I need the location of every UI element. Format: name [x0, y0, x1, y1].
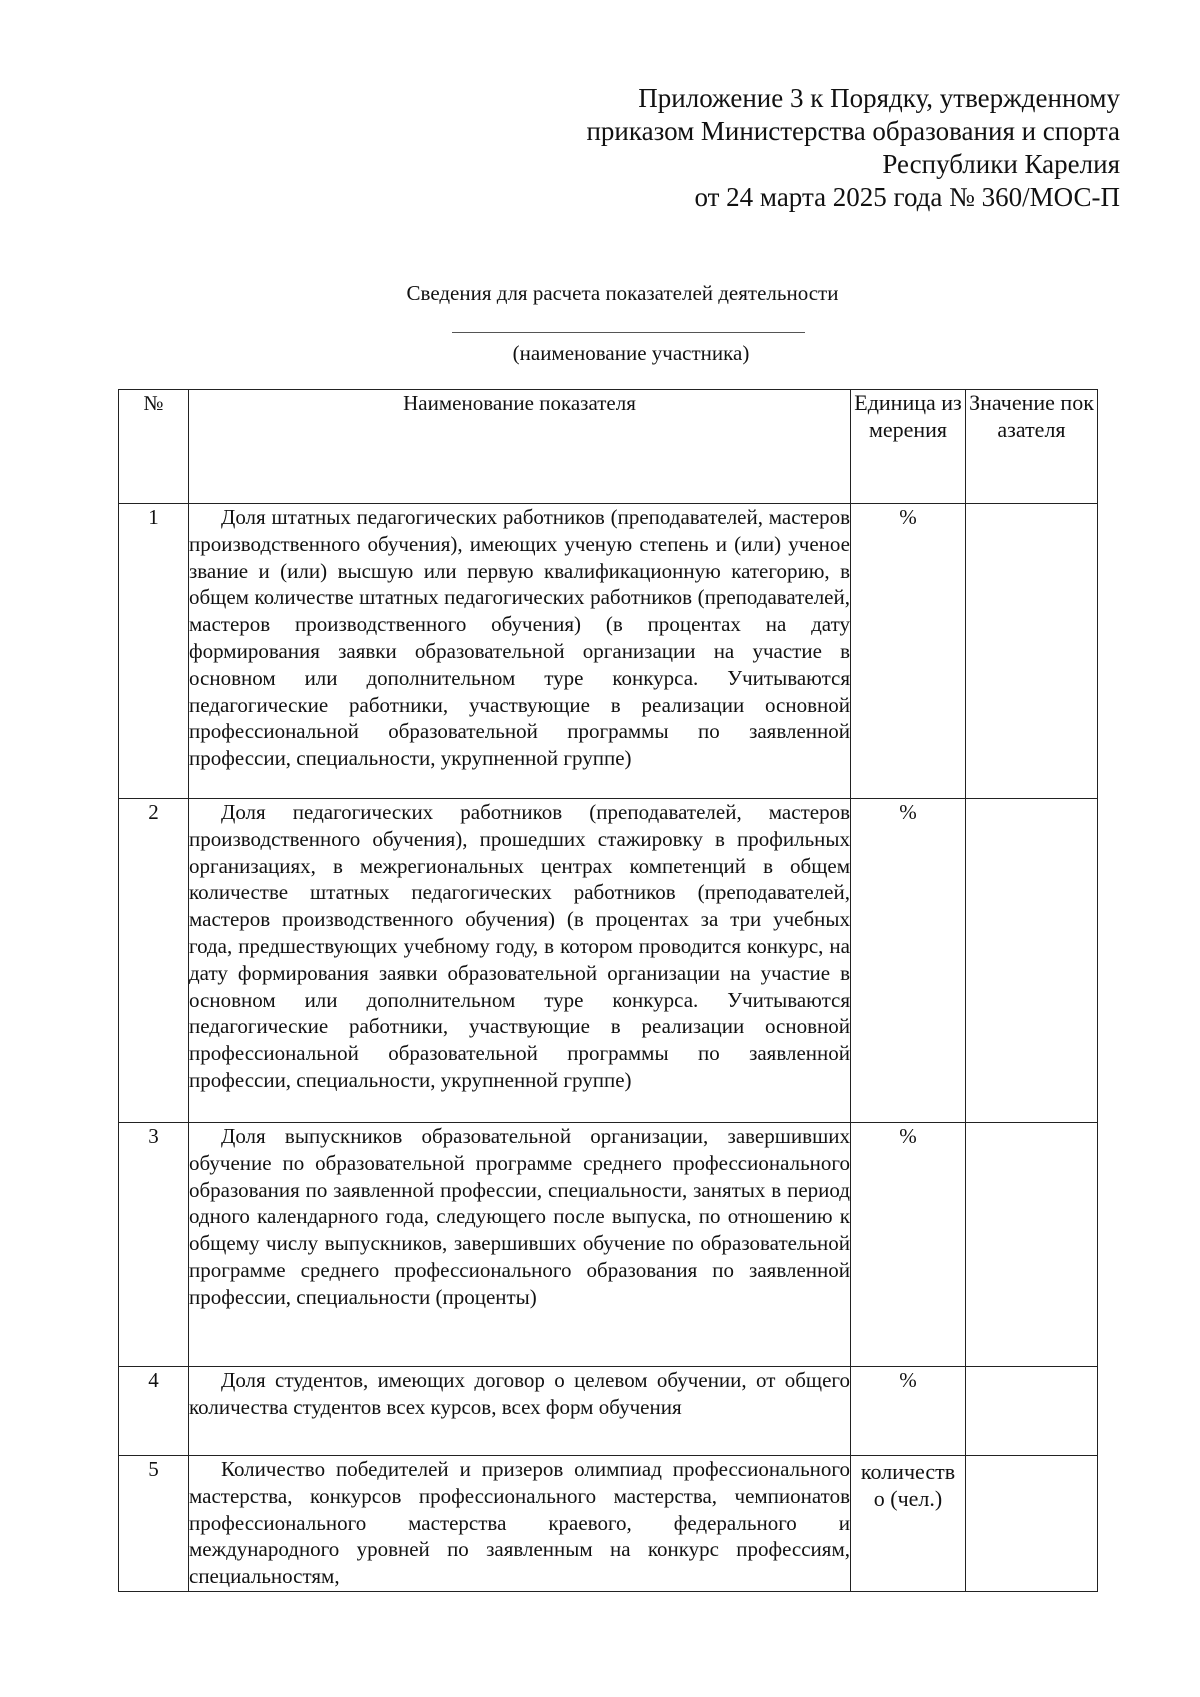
indicator-unit: %: [851, 1123, 966, 1367]
indicator-value-cell[interactable]: [966, 799, 1098, 1123]
appendix-line-1: Приложение 3 к Порядку, утвержденному: [638, 83, 1120, 113]
indicator-unit: %: [851, 504, 966, 799]
indicator-unit: количество (чел.): [851, 1456, 966, 1592]
appendix-line-4: от 24 марта 2025 года № 360/МОС-П: [694, 182, 1120, 212]
appendix-line-2: приказом Министерства образования и спорта: [586, 116, 1120, 146]
appendix-line-3: Республики Карелия: [882, 149, 1120, 179]
row-number: 1: [119, 504, 189, 799]
table-row: [119, 799, 1098, 1123]
appendix-header: [480, 82, 1120, 214]
indicator-unit: %: [851, 799, 966, 1123]
indicator-value-cell[interactable]: [966, 1367, 1098, 1456]
participant-name-caption: (наименование участника): [512, 341, 750, 365]
indicator-unit: %: [851, 1367, 966, 1456]
document-title: Сведения для расчета показателей деятельности: [406, 281, 839, 305]
indicator-value-cell[interactable]: [966, 1456, 1098, 1592]
table-row: [119, 504, 1098, 799]
indicator-name: Количество победителей и призеров олимпиад профессионального мастерства, конкурсов профессионального мастерства, чемпионатов профессионального мастерства краевого, федерального и международного уровней по заявленным на конкурс профессиям, специальностям,: [189, 1456, 851, 1592]
table-header-row: [119, 390, 1098, 504]
table-row: [119, 1456, 1098, 1592]
table-row: [119, 1367, 1098, 1456]
indicator-value-cell[interactable]: [966, 1123, 1098, 1367]
header-indicator-name: Наименование показателя: [189, 390, 851, 504]
header-unit: Единица измерения: [851, 390, 966, 504]
row-number: 2: [119, 799, 189, 1123]
row-number: 4: [119, 1367, 189, 1456]
header-value: Значение показателя: [966, 390, 1098, 504]
indicator-name: Доля студентов, имеющих договор о целевом обучении, от общего количества студентов всех курсов, всех форм обучения: [189, 1367, 851, 1456]
participant-name-line: [452, 332, 805, 333]
indicator-value-cell[interactable]: [966, 504, 1098, 799]
indicator-name: Доля выпускников образовательной организации, завершивших обучение по образовательной программе среднего профессионального образования по заявленной профессии, специальности, занятых в период одного календарного года, следующего после выпуска, по отношению к общему числу выпускников, завершивших обучение по образовательной программе среднего профессионального образования по заявленной профессии, специальности (проценты): [189, 1123, 851, 1367]
row-number: 5: [119, 1456, 189, 1592]
indicators-table: [118, 389, 1098, 1592]
indicator-name: Доля педагогических работников (преподавателей, мастеров производственного обучения), прошедших стажировку в профильных организациях, в межрегиональных центрах компетенций в общем количестве штатных педагогических работников (преподавателей, мастеров производственного обучения) (в процентах за три учебных года, предшествующих учебному году, в котором проводится конкурс, на дату формирования заявки образовательной организации на участие в основном или дополнительном туре конкурса. Учитываются педагогические работники, участвующие в реализации основной профессиональной образовательной программы по заявленной профессии, специальности, укрупненной группе): [189, 799, 851, 1123]
header-number: №: [119, 390, 189, 504]
indicator-name: Доля штатных педагогических работников (преподавателей, мастеров производственного обучения), имеющих ученую степень и (или) ученое звание и (или) высшую или первую квалификационную категорию, в общем количестве штатных педагогических работников (преподавателей, мастеров производственного обучения) (в процентах на дату формирования заявки образовательной организации на участие в основном или дополнительном туре конкурса. Учитываются педагогические работники, участвующие в реализации основной профессиональной образовательной программы по заявленной профессии, специальности, укрупненной группе): [189, 504, 851, 799]
table-row: [119, 1123, 1098, 1367]
row-number: 3: [119, 1123, 189, 1367]
